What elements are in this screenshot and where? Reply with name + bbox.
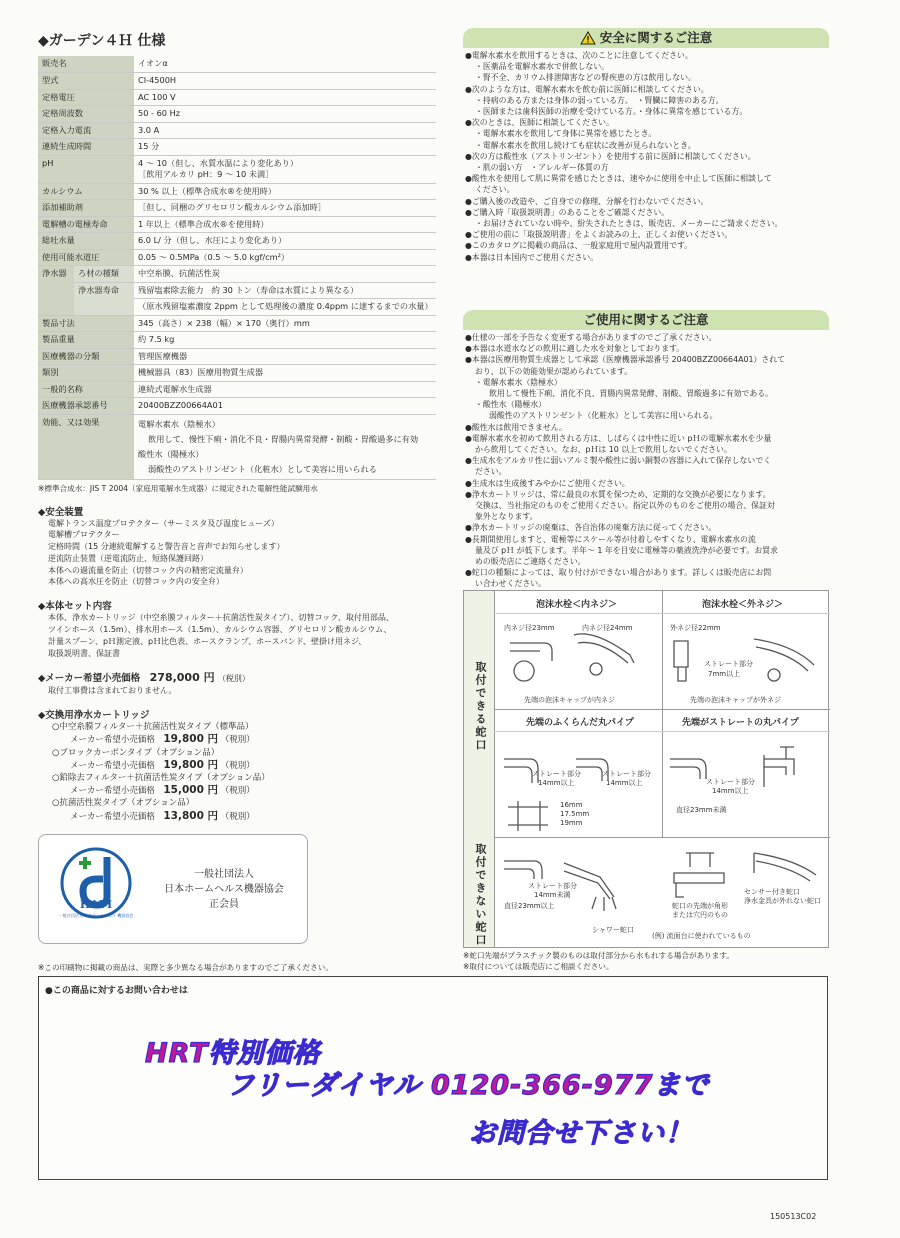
- spec-filter-sub2: 浄水器寿命: [74, 282, 134, 315]
- cartridge-price-label: メーカー希望小売価格: [70, 735, 155, 746]
- cartridge-price-line: [52, 810, 438, 823]
- cartridge-price-label: メーカー希望小売価格: [70, 811, 155, 822]
- promo-free-dial: フリーダイヤル: [227, 1070, 422, 1101]
- cartridge-name: ○中空糸膜フィルター＋抗菌活性炭タイプ（標準品）: [52, 722, 254, 733]
- usage-item: ・酸性水（陽極水）: [475, 400, 547, 410]
- spec-row-value: [134, 139, 436, 156]
- usage-item: ●長期間使用しますと、電極等にスケール等が付着しやすくなり、電解水素水の流: [465, 534, 756, 544]
- spec-table: [38, 56, 436, 480]
- safety-item: ●次の方は酸性水（アストリンゼント）を使用する前に医師に相談してください。: [465, 151, 756, 161]
- faucet-n3: 直径23mm以上: [504, 902, 555, 910]
- hapi-line2: 日本ホームヘルス機器協会: [164, 884, 284, 895]
- spec-effect-line: 弱酸性のアストリンゼント（化粧水）として美容に用いられる: [148, 463, 377, 474]
- faucet-t17: 直径23mm未満: [676, 806, 727, 814]
- spec-row-value: [134, 365, 436, 382]
- spec-row-filter: [38, 266, 436, 283]
- usage-item: ●浄水カートリッジの廃棄は、各自治体の廃棄方法に従ってください。: [465, 523, 717, 533]
- faucet-notes: [463, 950, 829, 972]
- hapi-text: [149, 867, 299, 912]
- spec-row: [38, 216, 436, 233]
- faucet-n8: センサー付き蛇口: [744, 888, 800, 896]
- cartridge-price-label: メーカー希望小売価格: [70, 760, 155, 771]
- safety-item: ●本器は日本国内でご使用ください。: [465, 252, 599, 262]
- safety-device-item: 電解トランス温度プロテクター（サーミスタ及び温度ヒューズ）: [48, 518, 279, 528]
- faucet-n4: シャワー蛇口: [592, 926, 634, 934]
- faucet-note-2: ※取付については販売店にご相談ください。: [463, 962, 614, 971]
- price-note: 取付工事費は含まれておりません。: [48, 686, 177, 696]
- faucet-t4: 外ネジ径22mm: [670, 624, 721, 632]
- faucet-outer-thread-pipe: [754, 639, 814, 671]
- spec-row: [38, 122, 436, 139]
- faucet-n6: または穴円のもの: [672, 911, 728, 919]
- spec-row-text: 3.0 A: [138, 124, 160, 135]
- faucet-wall-tap: [764, 747, 794, 787]
- safety-device-title: ◆安全装置: [38, 506, 84, 518]
- spec-row-value: [134, 122, 436, 139]
- cartridge-price-line: [52, 733, 438, 746]
- spec-row-text: 1 年以上（標準合成水®を使用時）: [138, 218, 269, 229]
- cartridge-tax: （税別）: [220, 786, 255, 797]
- spec-row-text2: ［飲用アルカリ pH：9 ～ 10 未満］: [138, 169, 274, 179]
- spec-row: [38, 348, 436, 365]
- usage-item: ださい。: [475, 467, 507, 477]
- faucet-inner-thread-drawing: [510, 643, 552, 681]
- spec-filter-sub1: ろ材の種類: [74, 266, 134, 283]
- cartridge-item: [38, 747, 438, 772]
- spec-row: [38, 249, 436, 266]
- spec-row: [38, 233, 436, 250]
- spec-row-key: 類別: [38, 365, 134, 382]
- faucet-ng-label: 取付できない蛇口: [474, 843, 487, 947]
- safety-item: ●酸性水を使用して肌に異常を感じたときは、速やかに使用を中止して医師に相談して: [465, 174, 772, 184]
- spec-row-key: 医療機器承認番号: [38, 398, 134, 415]
- faucet-t9: 14mm以上: [538, 779, 575, 787]
- spec-title: ◆ガーデン４Ｈ 仕様: [38, 33, 166, 49]
- spec-row-value: [134, 315, 436, 332]
- faucet-t3: 先端の泡沫キャップが内ネジ: [524, 696, 615, 704]
- spec-row-text: 管理医療機器: [138, 350, 188, 361]
- usage-item: ●仕様の一部を予告なく変更する場合がありますのでご了承ください。: [465, 333, 717, 342]
- cartridge-item: [38, 772, 438, 797]
- spec-row-value: [134, 106, 436, 123]
- spec-row-text: 30 % 以上（標準合成水®を使用時）: [138, 185, 277, 196]
- promo-phone-number[interactable]: 0120-366-977まで: [431, 1070, 710, 1101]
- usage-title-band: [463, 310, 829, 330]
- faucet-t11: 14mm以上: [606, 779, 643, 787]
- faucet-bulged-pipe-2: [576, 759, 608, 781]
- usage-item: ●生成水は生成後すみやかにご使用ください。: [465, 478, 630, 488]
- spec-row-key: 製品寸法: [38, 315, 134, 332]
- cartridge-price: 19,800 円: [163, 758, 219, 771]
- usage-item: 量及び pＨ が低下します。半年～ 1 年を目安に電極等の薬液洗浄が必要です。お買求: [475, 545, 778, 555]
- faucet-note-1: ※蛇口先端がプラスチック製のものは取付部分から水もれする場合があります。: [463, 951, 734, 960]
- faucet-shower-head: [564, 863, 616, 911]
- spec-row: [38, 315, 436, 332]
- safety-item: ●次のときは、医師に相談してください。: [465, 118, 614, 128]
- faucet-n2: 14mm未満: [534, 891, 571, 899]
- spec-row: [38, 139, 436, 156]
- safety-item: ●ご購入時「取扱説明書」のあることをご確認ください。: [465, 207, 670, 217]
- faucet-outer-thread-drawing: [674, 641, 688, 681]
- spec-effect-line: 酸性水（陽極水）: [138, 448, 204, 459]
- spec-row: [38, 200, 436, 217]
- spec-row: [38, 56, 436, 73]
- safety-device-item: 逆流防止装置（逆電流防止、短絡保護回路）: [48, 553, 208, 563]
- set-item: ツインホース（1.5m）、排水用ホース（1.5m）、カルシウム容器、グリセロリン酸カルシウム、: [48, 625, 392, 635]
- faucet-sensor-tap: [754, 853, 816, 881]
- faucet-t10: ストレート部分: [602, 770, 651, 778]
- cartridge-name: ○抗菌活性炭タイプ（オプション品）: [52, 798, 195, 809]
- faucet-t8: ストレート部分: [532, 770, 581, 778]
- usage-item: 弱酸性のアストリンゼント（化粧水）として美容に用いられる。: [489, 411, 718, 421]
- price-value: 278,000 円: [149, 671, 215, 685]
- spec-row-text: ［但し、同梱のグリセロリン酸カルシウム添加時］: [138, 202, 326, 212]
- faucet-t5: ストレート部分: [704, 660, 753, 668]
- safety-item: ・肌の弱い方 ・アレルギー体質の方: [475, 163, 609, 173]
- safety-list: [463, 48, 829, 294]
- usage-item: 象外となります。: [475, 512, 538, 522]
- usage-item: おり、以下の効能効果が認められています。: [475, 366, 633, 376]
- safety-device-item: 本体への高水圧を防止（切替コック内の安全弁）: [48, 577, 224, 587]
- safety-item: ●このカタログに掲載の商品は、一般家庭用で屋内設置用です。: [465, 241, 693, 251]
- safety-title: 安全に関するご注意: [599, 30, 713, 45]
- spec-row: [38, 106, 436, 123]
- faucet-illustrations: [464, 591, 830, 947]
- usage-item: 交換は、当社指定のものをご使用ください。指定以外のものをご使用の場合、保証対: [475, 501, 775, 511]
- spec-row-effect: [38, 414, 436, 479]
- safety-item: ください。: [475, 185, 515, 195]
- hapi-line3: 正会員: [209, 899, 239, 910]
- usage-item: ●蛇口の種類によっては、取り付けができない場合があります。詳しくは販売店にお問: [465, 568, 772, 578]
- spec-row-value: [134, 89, 436, 106]
- usage-title: ご使用に関するご注意: [583, 312, 709, 327]
- faucet-t2: 内ネジ径24mm: [582, 624, 633, 632]
- right-column: [463, 28, 829, 590]
- spec-row-key: 総吐水量: [38, 233, 134, 250]
- cartridge-name: ○鉛除去フィルター＋抗菌活性炭タイプ（オプション品）: [52, 773, 270, 784]
- spec-row-text: 50 - 60 Hz: [138, 108, 181, 118]
- faucet-t1: 内ネジ径23mm: [504, 624, 555, 632]
- safety-item: ・電解水素水を飲用して身体に異常を感じたとき。: [475, 129, 657, 139]
- spec-row-key: 連続生成時間: [38, 139, 134, 156]
- spec-row-text: CI-4500H: [138, 75, 177, 85]
- usage-item: ●本器は水道水などの飲用に適した水を対象としております。: [465, 344, 685, 354]
- promo-hrt-price: HRT特別価格: [145, 1038, 321, 1069]
- spec-row: [38, 381, 436, 398]
- spec-row-text: イオンα: [138, 58, 168, 68]
- usage-item: ●本器は医療用物質生成器として承認（医療機器承認番号 20400BZZ00664A01）されて: [465, 355, 786, 365]
- hapi-member-box: [38, 834, 308, 944]
- faucet-t7: 先端の泡沫キャップが外ネジ: [690, 696, 781, 704]
- set-item: 取扱説明書、保証書: [48, 648, 120, 658]
- faucet-ng-pipe: [504, 861, 542, 879]
- hapi-logo-sub: 一般社団法人 日本ホームヘルス 機器協会: [58, 913, 134, 918]
- cartridge-tax: （税別）: [220, 760, 255, 771]
- usage-item: ●電解水素水を初めて飲用される方は、しばらくは中性に近い pＨの電解水素水を少量: [465, 433, 772, 443]
- spec-row-value: [134, 233, 436, 250]
- usage-item: ●生成水をアルカリ性に弱いアルミ製や酸性に弱い銅製の容器に入れて保存しないでく: [465, 456, 772, 466]
- spec-row: [38, 398, 436, 415]
- inquiry-box: [38, 976, 828, 1180]
- faucet-h3: 先端のふくらんだ丸パイプ: [526, 718, 634, 728]
- left-column: [38, 30, 438, 823]
- spec-row: [38, 89, 436, 106]
- faucet-straight-pipe: [670, 759, 706, 779]
- faucet-n1: ストレート部分: [528, 882, 577, 890]
- spec-filter-v2: 残留塩素除去能力 約 30 トン（寿命は水質により異なる）: [134, 282, 436, 299]
- spec-effect-line: 電解水素水（陰極水）: [138, 418, 220, 429]
- hapi-line1: 一般社団法人: [194, 869, 254, 880]
- faucet-n7: (例) 流面台に使われているもの: [652, 932, 751, 940]
- safety-device-section: [38, 504, 438, 589]
- spec-row-value: [134, 73, 436, 90]
- spec-row-text: 20400BZZ00664A01: [138, 400, 223, 410]
- faucet-t6: 7mm以上: [708, 670, 741, 678]
- spec-row-key: 定格入力電流: [38, 122, 134, 139]
- spec-row-key: 使用可能水道圧: [38, 249, 134, 266]
- hapi-logo-text: HAPI: [79, 898, 113, 911]
- spec-row: [38, 183, 436, 200]
- safety-item: ・電解水素水を飲用し続けても症状に改善が見られないとき。: [475, 140, 696, 150]
- spec-row-key: 定格周波数: [38, 106, 134, 123]
- set-item: 計量スプーン、pＨ測定液、pＨ比色表、ホースクランプ、ホースバンド、壁掛け用ネジ、: [48, 636, 367, 646]
- spec-filter-key: 浄水器: [38, 266, 74, 316]
- cartridge-item: [38, 797, 438, 822]
- spec-row-value: [134, 332, 436, 349]
- hapi-logo: [55, 845, 137, 935]
- safety-device-item: 定格時間（15 分連続電解すると警告音と音声でお知らせします）: [48, 542, 285, 552]
- spec-row-key: カルシウム: [38, 183, 134, 200]
- spec-effect-line: 飲用して、慢性下痢・消化不良・胃腸内異常発酵・制酸・胃酸過多に有効: [148, 433, 419, 444]
- spec-row: [38, 365, 436, 382]
- spec-row-key: 電解槽の電極寿命: [38, 216, 134, 233]
- faucet-bulged-pipe: [504, 759, 538, 783]
- cartridge-price-line: [52, 759, 438, 772]
- cartridge-tax: （税別）: [220, 811, 255, 822]
- spec-row-key: 製品重量: [38, 332, 134, 349]
- spec-row-key: 一般的名称: [38, 381, 134, 398]
- cartridge-price: 15,000 円: [163, 784, 219, 797]
- set-item: 本体、浄水カートリッジ（中空糸膜フィルター＋抗菌活性炭タイプ）、切替コック、取付用部品、: [48, 613, 394, 623]
- spec-filter-v1: 中空糸膜、抗菌活性炭: [134, 266, 436, 283]
- usage-item: ・電解水素水（陰極水）: [475, 377, 562, 387]
- spec-filter-v3: （原水残留塩素濃度 2ppm として処理後の濃度 0.4ppm に達するまでの水量）: [134, 299, 436, 316]
- spec-row-key: 定格電圧: [38, 89, 134, 106]
- safety-item: ●電解水素水を飲用するときは、次のことに注意してください。: [465, 51, 693, 60]
- faucet-n9: 浄水金具が外れない蛇口: [744, 897, 821, 905]
- faucet-t13: 17.5mm: [560, 810, 590, 818]
- spec-row-value: [134, 183, 436, 200]
- spec-row-text: AC 100 V: [138, 91, 176, 102]
- faucet-inner-thread-pipe: [574, 634, 634, 663]
- usage-list: [463, 330, 829, 590]
- faucet-ok-label: 取付できる蛇口: [474, 661, 487, 752]
- price-section: [38, 669, 438, 697]
- safety-item: ・医薬品を電解水素水で併飲しない。: [475, 62, 610, 72]
- spec-row-key: 添加補助剤: [38, 200, 134, 217]
- spec-row-text: 約 7.5 kg: [138, 334, 175, 344]
- spec-row-text: 6.0 L/ 分（但し、水圧により変化あり）: [138, 235, 287, 245]
- spec-row-text: 345（高さ）× 238（幅）× 170（奥行）mm: [138, 317, 310, 328]
- spec-row-text: 15 分: [138, 141, 160, 151]
- spec-row-value: [134, 398, 436, 415]
- spec-row-key: pH: [38, 155, 134, 183]
- spec-row-text: 機械器具（83）医療用物質生成器: [138, 367, 264, 377]
- usage-item: ●酸性水は飲用できません。: [465, 422, 568, 432]
- spec-row-value: [134, 200, 436, 217]
- cartridge-tax: （税別）: [220, 735, 255, 746]
- catalog-code: 150513C02: [770, 1212, 817, 1221]
- usage-item: い合わせください。: [475, 579, 547, 589]
- safety-item: ●次のような方は、電解水素水を飲む前に医師に相談してください。: [465, 84, 709, 94]
- safety-device-item: 電解槽プロテクター: [48, 530, 120, 540]
- safety-item: ・持病のある方または身体の弱っている方。 ・腎臓に障害のある方。: [475, 95, 724, 105]
- spec-row-value: [134, 56, 436, 73]
- spec-row-key: 型式: [38, 73, 134, 90]
- usage-item: ●浄水カートリッジは、常に最良の水質を保つため、定期的な交換が必要になります。: [465, 489, 771, 499]
- price-label: ◆メーカー希望小売価格: [38, 673, 141, 685]
- spec-row: [38, 332, 436, 349]
- safety-title-band: [463, 28, 829, 48]
- faucet-t16: 14mm以上: [712, 787, 749, 795]
- inquiry-title: ●この商品に対するお問い合わせは: [45, 986, 188, 996]
- cartridge-section: [38, 707, 438, 823]
- cartridge-title: ◆交換用浄水カートリッジ: [38, 710, 150, 722]
- spec-row-key: 医療機器の分類: [38, 348, 134, 365]
- faucet-h4: 先端がストレートの丸パイプ: [682, 718, 799, 728]
- cartridge-price-label: メーカー希望小売価格: [70, 786, 155, 797]
- safety-item: ・お届けされていない時や、紛失されたときは、販売店、メーカーにご請求ください。: [475, 219, 783, 229]
- spec-note: ※標準合成水：JIS T 2004（家庭用電解水生成器）に規定された電解性能試験用水: [38, 483, 318, 493]
- usage-item: から飲用してください。なお、pＨは 10 以上で飲用しないでください。: [475, 445, 732, 455]
- cartridge-price: 19,800 円: [163, 733, 219, 746]
- cartridge-item: [38, 721, 438, 746]
- spec-row: [38, 155, 436, 183]
- price-tax: （税別）: [217, 674, 250, 684]
- faucet-h2: 泡沫水栓＜外ネジ＞: [702, 600, 784, 610]
- set-contents-title: ◆本体セット内容: [38, 601, 112, 613]
- safety-device-item: 本体への過流量を防止（切替コック内の精密定流量弁）: [48, 565, 248, 575]
- spec-effect-key: 効能、又は効果: [38, 414, 134, 479]
- safety-item: ●ご使用の前に「取扱説明書」をよくお読みの上、正しくお使いください。: [465, 230, 733, 240]
- spec-row-text: 4 ～ 10（但し、水質水温により変化あり）: [138, 157, 299, 168]
- spec-row-filter-life: [38, 282, 436, 299]
- spec-row-value: [134, 216, 436, 233]
- faucet-n5: 蛇口の先端が角形: [672, 902, 728, 910]
- set-contents-section: [38, 598, 438, 659]
- promo-contact: お問合せ下さい！: [469, 1118, 693, 1149]
- faucet-compatibility-diagram: [463, 590, 829, 948]
- faucet-t15: ストレート部分: [706, 778, 755, 786]
- spec-row-text: 連続式電解水生成器: [138, 383, 212, 394]
- spec-row: [38, 73, 436, 90]
- spec-row-text: 0.05 ～ 0.5MPa（0.5 ～ 5.0 kgf/cm²）: [138, 251, 290, 262]
- safety-item: ・医師または歯科医師の治療を受けている方。・身体に異常を感じている方。: [475, 107, 748, 117]
- faucet-bulged-pipe-3: [508, 801, 548, 831]
- faucet-t14: 19mm: [560, 819, 583, 827]
- safety-item: ・腎不全、カリウム排泄障害などの腎疾患の方は飲用しない。: [475, 73, 696, 83]
- spec-row-value: [134, 381, 436, 398]
- cartridge-price: 13,800 円: [163, 809, 219, 822]
- spec-row-value: [134, 249, 436, 266]
- faucet-t12: 16mm: [560, 801, 583, 809]
- spec-row-value: [134, 155, 436, 183]
- cartridge-price-line: [52, 784, 438, 797]
- cartridge-name: ○ブロックカーボンタイプ（オプション品）: [52, 747, 220, 758]
- usage-item: 飲用して慢性下痢、消化不良、胃腸内異常発酵、制酸、胃酸過多に有効である。: [489, 389, 774, 399]
- warning-icon: [580, 31, 596, 51]
- safety-item: ●ご購入後の改造や、ご自身での修理、分解を行わないでください。: [465, 196, 709, 206]
- spec-row-value: [134, 348, 436, 365]
- spec-effect-value: [134, 414, 436, 479]
- spec-row-key: 販売名: [38, 56, 134, 73]
- faucet-h1: 泡沫水栓＜内ネジ＞: [536, 600, 618, 610]
- print-note: ※この印刷物に掲載の商品は、実際と多少異なる場合がありますのでご了承ください。: [38, 963, 333, 972]
- usage-item: めの販売店にご連絡ください。: [475, 557, 586, 567]
- faucet-square-tip: [674, 853, 724, 897]
